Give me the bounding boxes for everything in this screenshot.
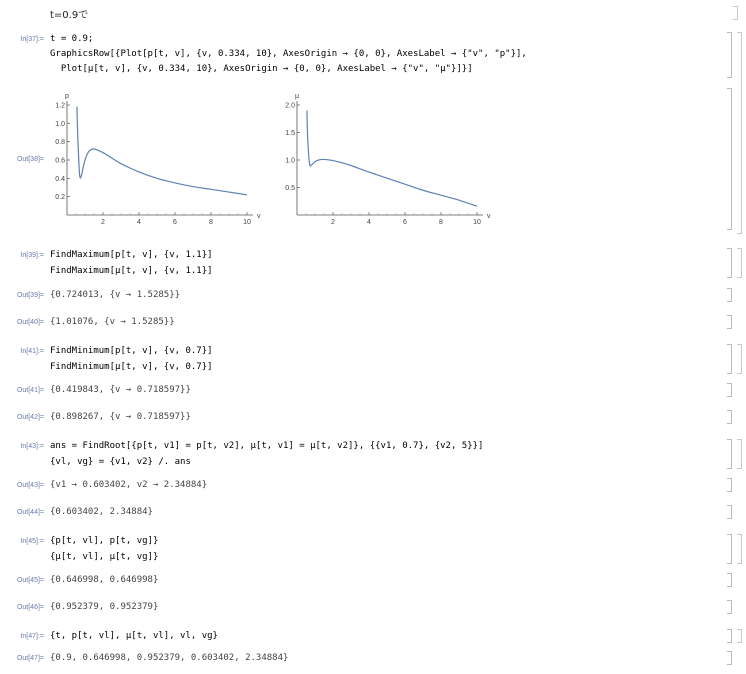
x-axis-label: v: [257, 213, 261, 220]
code-line[interactable]: FindMaximum[μ[t, v], {v, 1.1}]: [50, 266, 213, 276]
x-tick-label: 4: [367, 219, 371, 226]
output-value: {0.419843, {v → 0.718597}}: [50, 385, 191, 395]
cell-bracket[interactable]: [727, 410, 732, 424]
output-value: {0.9, 0.646998, 0.952379, 0.603402, 2.34884}: [50, 653, 289, 663]
y-tick-label: 1.0: [55, 120, 65, 128]
output-label: Out[39]=: [16, 292, 44, 299]
cell-bracket[interactable]: [727, 629, 732, 643]
cell-bracket[interactable]: [727, 288, 732, 302]
input-label: In[43]:=: [20, 443, 44, 450]
x-tick-label: 10: [473, 219, 481, 226]
x-tick-label: 10: [243, 219, 251, 226]
cell-bracket[interactable]: [727, 88, 732, 230]
input-label: In[39]:=: [20, 252, 44, 259]
series-line: [307, 111, 477, 207]
x-axis-label: v: [487, 213, 491, 220]
group-bracket[interactable]: [737, 439, 742, 469]
code-line[interactable]: {t, p[t, vl], μ[t, vl], vl, vg}: [50, 631, 218, 641]
cell-bracket[interactable]: [727, 32, 732, 78]
y-tick-label: 1.2: [55, 102, 65, 110]
code-line[interactable]: {vl, vg} = {v1, v2} /. ans: [50, 457, 191, 467]
section-title: t=0.9で: [50, 10, 89, 21]
cell-bracket[interactable]: [727, 383, 732, 397]
output-label: Out[43]=: [16, 482, 44, 489]
y-axis-label: p: [65, 93, 69, 100]
output-label: Out[47]=: [16, 655, 44, 662]
group-bracket[interactable]: [737, 32, 742, 234]
code-line[interactable]: Plot[μ[t, v], {v, 0.334, 10}, AxesOrigin → {0, 0}, AxesLabel → {"v", "μ"}]}]: [50, 64, 473, 74]
cell-bracket[interactable]: [733, 6, 738, 20]
cell-bracket[interactable]: [727, 505, 732, 519]
x-tick-label: 6: [403, 219, 407, 226]
output-label: Out[38]=: [16, 156, 44, 163]
x-tick-label: 8: [439, 219, 443, 226]
y-axis-label: μ: [295, 93, 300, 100]
cell-bracket[interactable]: [727, 573, 732, 587]
cell-bracket[interactable]: [727, 315, 732, 329]
code-line[interactable]: ans = FindRoot[{p[t, v1] = p[t, v2], μ[t, v1] = μ[t, v2]}, {{v1, 0.7}, {v2, 5}}]: [50, 441, 484, 451]
output-value: {0.898267, {v → 0.718597}}: [50, 412, 191, 422]
output-label: Out[41]=: [16, 387, 44, 394]
y-tick-label: 1.5: [285, 130, 295, 137]
cell-bracket[interactable]: [727, 534, 732, 564]
y-tick-label: 1.0: [285, 157, 295, 165]
cell-bracket[interactable]: [727, 478, 732, 492]
output-label: Out[42]=: [16, 414, 44, 421]
y-tick-label: 0.5: [285, 185, 295, 192]
y-tick-label: 2.0: [285, 102, 295, 110]
input-label: In[41]:=: [20, 348, 44, 355]
output-label: Out[46]=: [16, 604, 44, 611]
cell-bracket[interactable]: [727, 600, 732, 614]
code-line[interactable]: {p[t, vl], p[t, vg]}: [50, 536, 159, 546]
cell-bracket[interactable]: [727, 344, 732, 374]
y-tick-label: 0.6: [55, 157, 65, 165]
x-tick-label: 2: [101, 219, 105, 226]
plot-p-vs-v: [55, 93, 261, 226]
output-value: {0.603402, 2.34884}: [50, 507, 153, 517]
output-label: Out[40]=: [16, 319, 44, 326]
y-tick-label: 0.4: [55, 175, 65, 183]
plots-graphics-row[interactable]: [50, 90, 500, 230]
code-line[interactable]: FindMinimum[p[t, v], {v, 0.7}]: [50, 346, 213, 356]
output-label: Out[44]=: [16, 509, 44, 516]
group-bracket[interactable]: [737, 534, 742, 564]
code-line[interactable]: FindMaximum[p[t, v], {v, 1.1}]: [50, 250, 213, 260]
input-label: In[47]:=: [20, 633, 44, 640]
group-bracket[interactable]: [737, 248, 742, 278]
input-label: In[37]:=: [20, 36, 44, 43]
x-tick-label: 4: [137, 219, 141, 226]
cell-bracket[interactable]: [727, 248, 732, 278]
code-line[interactable]: t = 0.9;: [50, 34, 94, 44]
output-label: Out[45]=: [16, 577, 44, 584]
x-tick-label: 6: [173, 219, 177, 226]
group-bracket[interactable]: [737, 629, 742, 643]
y-tick-label: 0.2: [55, 194, 65, 202]
output-value: {0.724013, {v → 1.5285}}: [50, 290, 181, 300]
input-label: In[45]:=: [20, 538, 44, 545]
plot-mu-vs-v: [285, 93, 491, 226]
group-bracket[interactable]: [737, 344, 742, 374]
output-value: {0.646998, 0.646998}: [50, 575, 159, 585]
x-tick-label: 8: [209, 219, 213, 226]
x-tick-label: 2: [331, 219, 335, 226]
code-line[interactable]: FindMinimum[μ[t, v], {v, 0.7}]: [50, 362, 213, 372]
code-line[interactable]: GraphicsRow[{Plot[p[t, v], {v, 0.334, 10}, AxesOrigin → {0, 0}, AxesLabel → {"v", "p"}],: [50, 49, 527, 59]
y-tick-label: 0.8: [55, 139, 65, 147]
series-line: [77, 107, 247, 195]
output-value: {v1 → 0.603402, v2 → 2.34884}: [50, 480, 208, 490]
code-line[interactable]: {μ[t, vl], μ[t, vg]}: [50, 552, 159, 562]
cell-bracket[interactable]: [727, 439, 732, 469]
output-value: {1.01076, {v → 1.5285}}: [50, 317, 175, 327]
cell-bracket[interactable]: [727, 651, 732, 665]
output-value: {0.952379, 0.952379}: [50, 602, 159, 612]
